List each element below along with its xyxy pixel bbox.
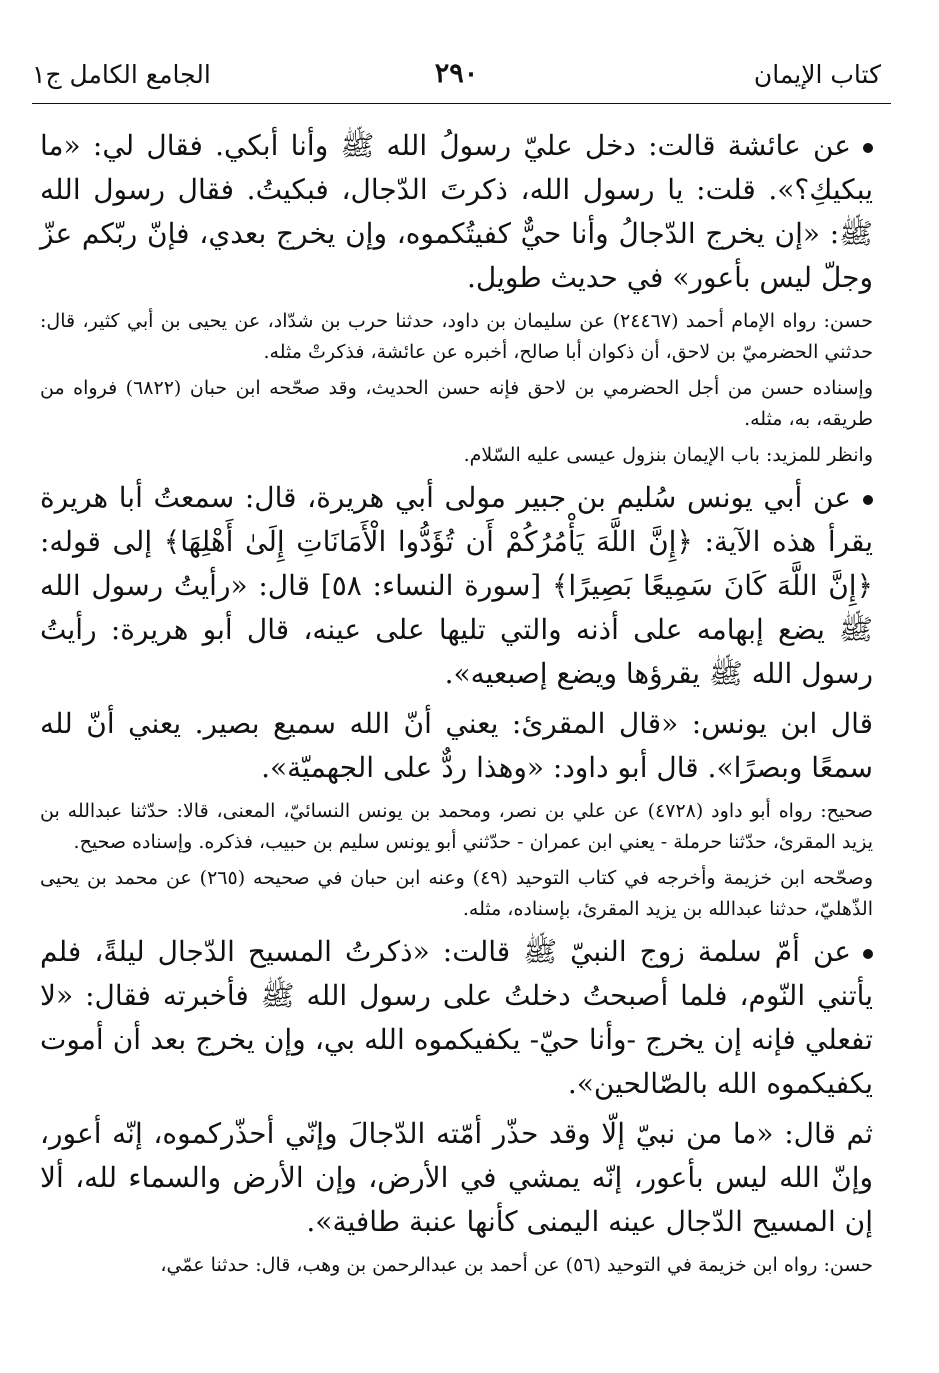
takhrij-note <box>40 440 873 471</box>
bullet-icon <box>863 949 873 959</box>
bullet-icon <box>863 143 873 153</box>
book-title: كتاب الإيمان <box>753 60 881 89</box>
page-content <box>40 124 873 1286</box>
note-text: وانظر للمزيد: باب الإيمان بنزول عيسى عليه السّلام. <box>463 444 873 466</box>
hadith-paragraph <box>40 1112 873 1244</box>
takhrij-note <box>40 796 873 858</box>
hadith-paragraph <box>40 124 873 300</box>
hadith-text: قال ابن يونس: «قال المقرئ: يعني أنّ الله سميع بصير. يعني أنّ لله سمعًا وبصرًا». قال أبو داود: «وهذا ردٌّ على الجهميّة». <box>40 707 873 784</box>
note-text: صحيح: رواه أبو داود (٤٧٢٨) عن علي بن نصر، ومحمد بن يونس النسائيّ، المعنى، قالا: حدّثنا عبدالله بن يزيد المقرئ، حدّثنا حرملة - يعني ابن عمران - حدّثني أبو يونس سليم بن حبيب، فذكره. وإسناده صحيح. <box>40 800 873 853</box>
header-divider <box>32 103 891 104</box>
note-text: حسن: رواه الإمام أحمد (٢٤٤٦٧) عن سليمان بن داود، حدثنا حرب بن شدّاد، عن يحيى بن أبي كثير، قال: حدثني الحضرميّ بن لاحق، أن ذكوان أبا صالح، أخبره عن عائشة، فذكرتْ مثله. <box>40 310 873 363</box>
hadith-text: عن عائشة قالت: دخل عليّ رسولُ الله ﷺ وأنا أبكي. فقال لي: «ما يبكيكِ؟». قلت: يا رسول الله، ذكرتَ الدّجال، فبكيتُ. فقال رسول الله ﷺ: «إن يخرج الدّجالُ وأنا حيٌّ كفيتُكموه، وإن يخرج بعدي، فإنّ ربّكم عزّ وجلّ ليس بأعور» في حديث طويل. <box>40 129 873 294</box>
hadith-text: عن أبي يونس سُليم بن جبير مولى أبي هريرة، قال: سمعتُ أبا هريرة يقرأ هذه الآية: ﴿إِنَّ اللَّهَ يَأْمُرُكُمْ أَن تُؤَدُّوا الْأَمَانَاتِ إِلَىٰ أَهْلِهَا﴾ إلى قوله: ﴿إِنَّ اللَّهَ كَانَ سَمِيعًا بَصِيرًا﴾ [سورة النساء: ٥٨] قال: «رأيتُ رسول الله ﷺ يضع إبهامه على أذنه والتي تليها على عينه، قال أبو هريرة: رأيتُ رسول الله ﷺ يقرؤها ويضع إصبعيه». <box>40 481 873 690</box>
hadith-paragraph <box>40 476 873 696</box>
page-header <box>32 52 881 100</box>
hadith-paragraph <box>40 702 873 790</box>
note-text: وإسناده حسن من أجل الحضرمي بن لاحق فإنه حسن الحديث، وقد صحّحه ابن حبان (٦٨٢٢) فرواه من طريقه، به، مثله. <box>40 377 873 430</box>
hadith-paragraph <box>40 930 873 1106</box>
takhrij-note <box>40 863 873 925</box>
collection-title: الجامع الكامل ج١ <box>32 60 211 89</box>
page-number: ٢٩٠ <box>434 58 479 89</box>
takhrij-note <box>40 373 873 435</box>
takhrij-note <box>40 306 873 368</box>
hadith-text: عن أمّ سلمة زوج النبيّ ﷺ قالت: «ذكرتُ المسيح الدّجال ليلةً، فلم يأتني النّوم، فلما أصبحتُ دخلتُ على رسول الله ﷺ فأخبرته فقال: «لا تفعلي فإنه إن يخرج -وأنا حيّ- يكفيكموه الله بي، وإن يخرج بعد أن أموت يكفيكموه الله بالصّالحين». <box>40 935 873 1100</box>
note-text: وصحّحه ابن خزيمة وأخرجه في كتاب التوحيد (٤٩) وعنه ابن حبان في صحيحه (٢٦٥) عن محمد بن يحيى الذّهليّ، حدثنا عبدالله بن يزيد المقرئ، بإسناده، مثله. <box>40 867 873 920</box>
note-text: حسن: رواه ابن خزيمة في التوحيد (٥٦) عن أحمد بن عبدالرحمن بن وهب، قال: حدثنا عمّي، <box>160 1254 873 1276</box>
bullet-icon <box>863 495 873 505</box>
takhrij-note <box>40 1250 873 1281</box>
hadith-text: ثم قال: «ما من نبيّ إلّا وقد حذّر أمّته الدّجالَ وإنّي أحذّركموه، إنّه أعور، وإنّ الله ليس بأعور، إنّه يمشي في الأرض، وإن الأرض والسماء لله، ألا إن المسيح الدّجال عينه اليمنى كأنها عنبة طافية». <box>40 1117 873 1238</box>
